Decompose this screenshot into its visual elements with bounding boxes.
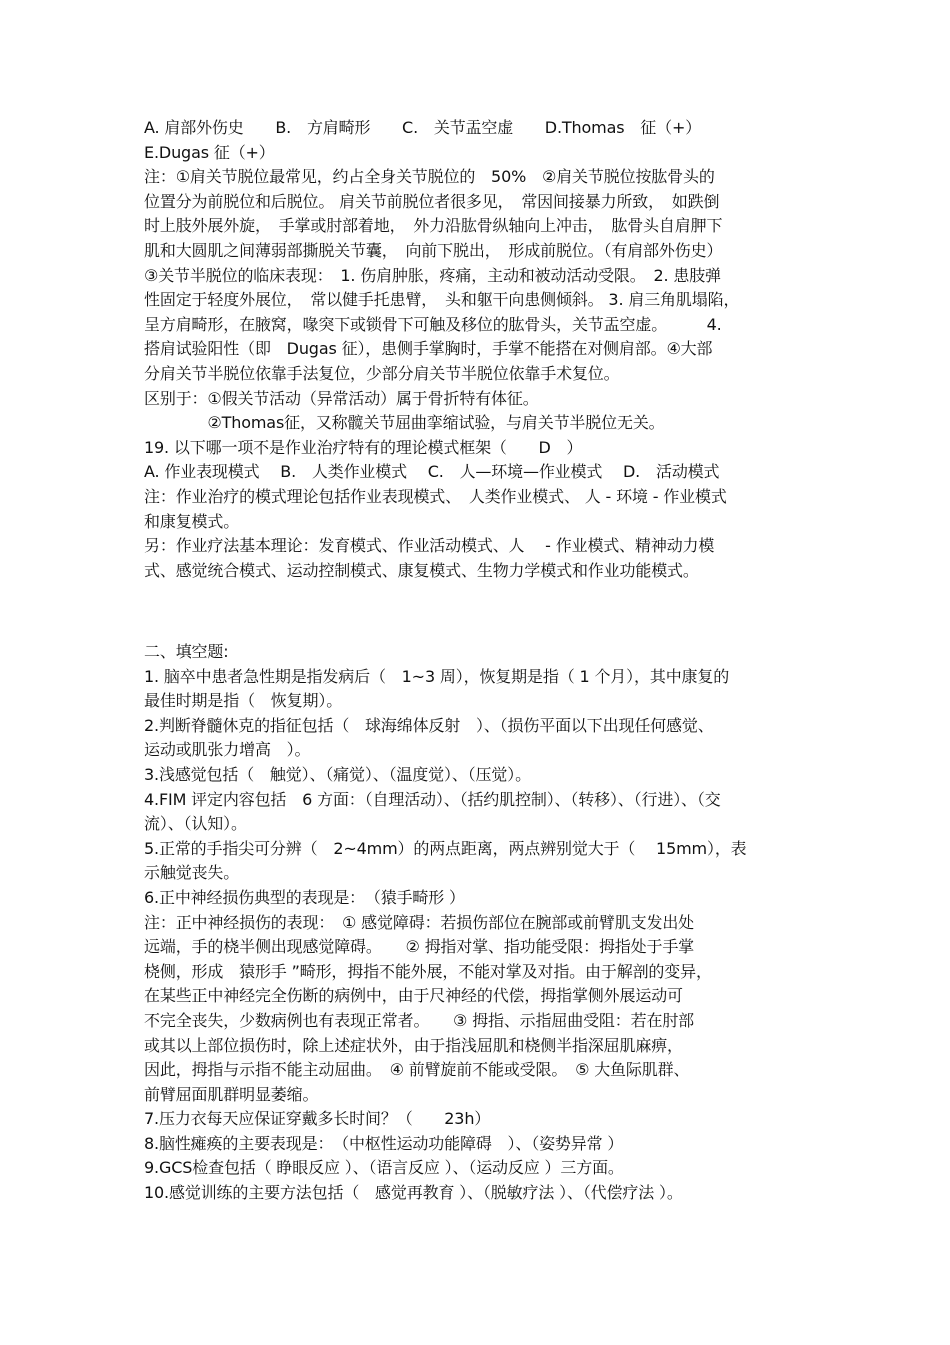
fill-blank-line: 桡侧，形成 猿形手 ”畸形，拇指不能外展，不能对掌及对指。由于解剖的变异，: [144, 961, 712, 981]
fill-blank-line: 远端，手的桡半侧出现感觉障碍。 ② 拇指对掌、指功能受限：拇指处于手掌: [144, 937, 695, 957]
text-line: 时上肢外展外旋， 手掌或肘部着地， 外力沿肱骨纵轴向上冲击， 肱骨头自肩胛下: [144, 216, 723, 236]
fill-blank-line: 或其以上部位损伤时，除上述症状外，由于指浅屈肌和桡侧半指深屈肌麻痹，: [144, 1035, 683, 1055]
text-line: 性固定于轻度外展位， 常以健手托患臂， 头和躯干向患侧倾斜。 3. 肩三角肌塌陷，: [144, 290, 740, 310]
fill-blank-line: 最佳时期是指（ 恢复期）。: [144, 691, 343, 711]
fill-blank-line: 10.感觉训练的主要方法包括（ 感觉再教育 ）、（脱敏疗法 ）、（代偿疗法 ）。: [144, 1183, 683, 1203]
text-line: 注：作业治疗的模式理论包括作业表现模式、 人类作业模式、 人 - 环境 - 作业模式: [144, 486, 727, 506]
fill-blank-line: 7.压力衣每天应保证穿戴多长时间？（ 23h）: [144, 1109, 491, 1129]
fill-blank-line: 因此，拇指与示指不能主动屈曲。 ④ 前臂旋前不能或受限。 ⑤ 大鱼际肌群、: [144, 1060, 690, 1080]
text-line: 位置分为前脱位和后脱位。 肩关节前脱位者很多见， 常因间接暴力所致， 如跌倒: [144, 191, 720, 211]
fill-blank-line: 不完全丧失，少数病例也有表现正常者。 ③ 拇指、示指屈曲受阻：若在肘部: [144, 1010, 695, 1030]
text-line: 分肩关节半脱位依靠手法复位，少部分肩关节半脱位依靠手术复位。: [144, 363, 620, 383]
fill-blank-line: 3.浅感觉包括（ 触觉）、（痛觉）、（温度觉）、（压觉）。: [144, 764, 531, 784]
text-line: 呈方肩畸形，在腋窝，喙突下或锁骨下可触及移位的肱骨头，关节盂空虚。 4.: [144, 314, 722, 334]
text-line: 注：①肩关节脱位最常见，约占全身关节脱位的 50% ②肩关节脱位按肱骨头的: [144, 167, 715, 187]
fill-blank-line: 1. 脑卒中患者急性期是指发病后（ 1~3 周），恢复期是指（ 1 个月），其中康复的: [144, 666, 730, 686]
text-line: 式、感觉统合模式、运动控制模式、康复模式、生物力学模式和作业功能模式。: [144, 560, 699, 580]
section-fill-in-blanks: [144, 640, 816, 1206]
fill-blank-line: 6.正中神经损伤典型的表现是： （猿手畸形 ）: [144, 887, 465, 907]
fill-blank-line: 二、填空题:: [144, 642, 229, 661]
text-line: ③关节半脱位的临床表现： 1. 伤肩肿胀，疼痛，主动和被动活动受限。 2. 患肢弹: [144, 265, 721, 285]
fill-blank-line: 9.GCS检查包括（ 睁眼反应 ）、（语言反应 ）、（运动反应 ）三方面。: [144, 1158, 624, 1178]
text-line: E.Dugas 征（+）: [144, 142, 275, 162]
fill-blank-line: 前臂屈面肌群明显萎缩。: [144, 1084, 319, 1104]
fill-blank-line: 在某些正中神经完全伤断的病例中，由于尺神经的代偿，拇指掌侧外展运动可: [144, 986, 683, 1006]
fill-blank-line: 注：正中神经损伤的表现： ① 感觉障碍：若损伤部位在腕部或前臂肌支发出处: [144, 912, 695, 932]
text-line: 搭肩试验阳性（即 Dugas 征），患侧手掌胸时，手掌不能搭在对侧肩部。④大部: [144, 339, 713, 359]
text-line: ②Thomas征，又称髋关节屈曲挛缩试验，与肩关节半脱位无关。: [144, 413, 665, 433]
fill-blank-line: 2.判断脊髓休克的指征包括（ 球海绵体反射 ）、（损伤平面以下出现任何感觉、: [144, 715, 714, 735]
fill-blank-line: 运动或肌张力增高 ）。: [144, 740, 311, 760]
text-line: 19. 以下哪一项不是作业治疗特有的理论模式框架（ D ）: [144, 437, 583, 457]
fill-blank-line: 示触觉丧失。: [144, 863, 240, 883]
fill-blank-line: 5.正常的手指尖可分辨（ 2~4mm）的两点距离，两点辨别觉大于（ 15mm），表: [144, 838, 747, 858]
text-line: A. 肩部外伤史 B. 方肩畸形 C. 关节盂空虚 D.Thomas 征（+）: [144, 118, 702, 137]
fill-blank-line: 4.FIM 评定内容包括 6 方面：（自理活动）、（括约肌控制）、（转移）、（行进）、（交: [144, 789, 721, 809]
text-line: 区别于：①假关节活动（异常活动）属于骨折特有体征。: [144, 388, 539, 408]
text-line: A. 作业表现模式 B. 人类作业模式 C. 人—环境—作业模式 D. 活动模式: [144, 462, 720, 482]
section-choice-explanations: [144, 116, 816, 583]
fill-blank-line: 8.脑性瘫痪的主要表现是： （中枢性运动功能障碍 ）、（姿势异常 ）: [144, 1133, 624, 1153]
text-line: 肌和大圆肌之间薄弱部撕脱关节囊， 向前下脱出， 形成前脱位。（有肩部外伤史）: [144, 240, 723, 260]
fill-blank-line: 流）、（认知）。: [144, 814, 247, 834]
text-line: 另：作业疗法基本理论：发育模式、作业活动模式、人 - 作业模式、精神动力模: [144, 536, 715, 556]
text-line: 和康复模式。: [144, 511, 240, 531]
